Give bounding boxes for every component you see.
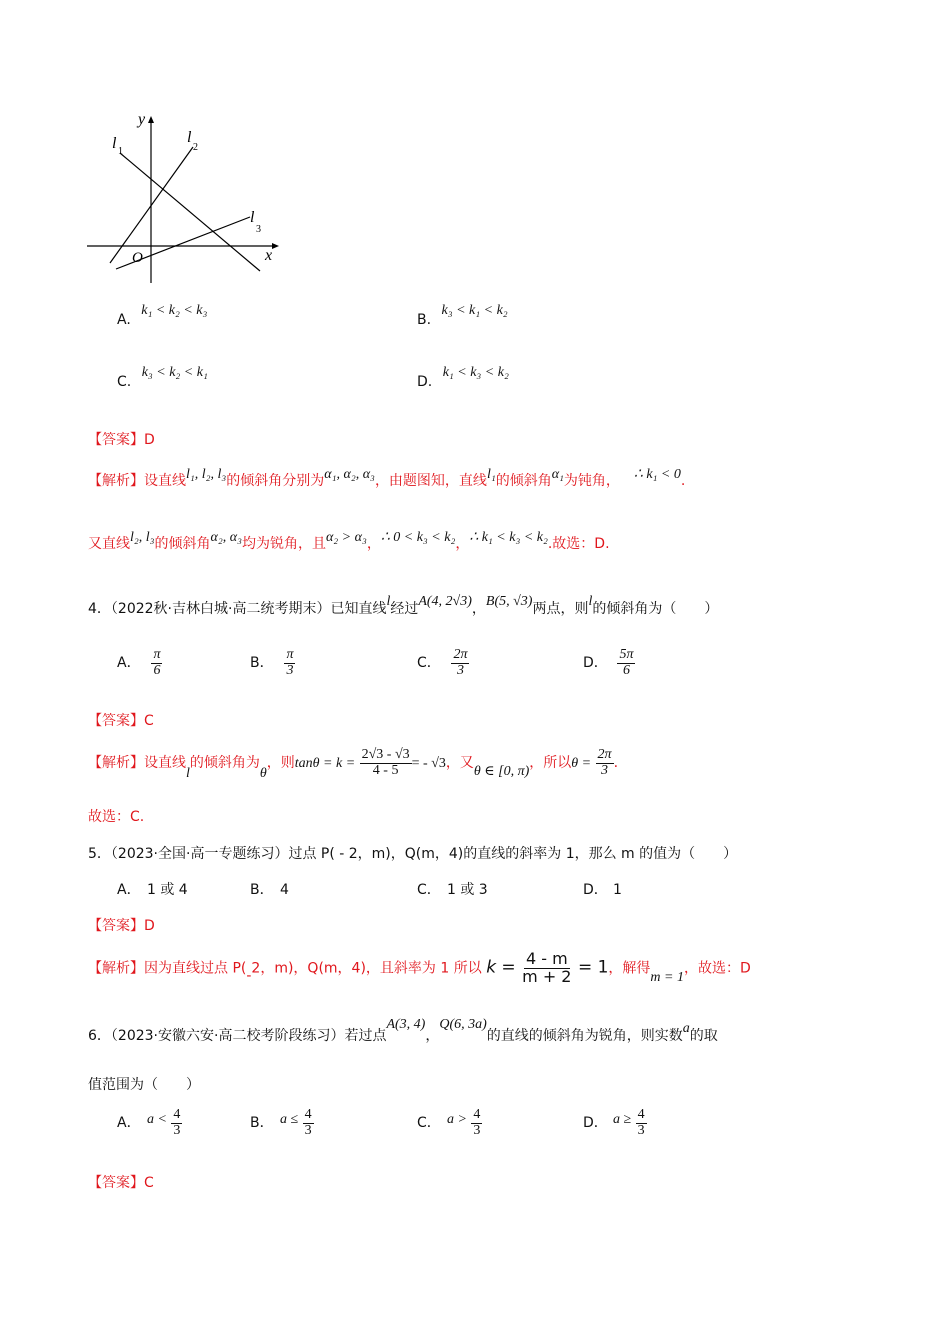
q4-option-a: A． $\frac{\pi}{6}$: [117, 647, 161, 678]
q4-stem: 4．（2022秋·吉林白城·高二统考期末）已知直线l经过A(4, 2√3)，B(5, √3)两点，则l的倾斜角为（ ）: [88, 594, 719, 617]
q3-option-b: B. k₃ < k₁ < k₂: [417, 303, 508, 328]
q6-option-d: D． a ≥ $\frac{4}{3}$: [583, 1107, 645, 1138]
origin-label: O: [132, 250, 143, 266]
q5-answer: 【答案】D: [88, 918, 155, 934]
q4-answer: 【答案】C: [88, 713, 154, 729]
q5-option-a: A． 1 或 4: [117, 882, 188, 898]
q3-option-c: C. k₃ < k₂ < k₁: [117, 365, 208, 390]
y-axis-arrow: [148, 116, 154, 123]
q5-option-b: B． 4: [250, 882, 289, 898]
l3-sub: 3: [256, 224, 261, 235]
y-axis-label: y: [138, 111, 146, 128]
q5-option-c: C． 1 或 3: [417, 882, 488, 898]
l1-sub: 1: [118, 146, 123, 157]
q3-option-d: D. k₁ < k₃ < k₂: [417, 365, 509, 390]
fraction: $\frac{\pi}{3}$: [286, 647, 294, 678]
q5-option-d: D． 1: [583, 882, 622, 898]
fraction: $\frac{2√3 - √3}{4 - 5}$: [361, 747, 410, 778]
q6-option-c: C． a > $\frac{4}{3}$: [417, 1107, 481, 1138]
q4-analysis-line2: 故选：C.: [88, 809, 145, 825]
fraction: $\frac{4}{3}$: [637, 1107, 645, 1138]
q3-analysis-line2: 又直线l₂, l₃的倾斜角α₂, α₃均为锐角，且α₂ > α₃，∴ 0 < k₃ < k₂，∴ k₁ < k₃ < k₂.故选：D.: [88, 530, 610, 552]
q5-analysis: 【解析】因为直线过点 P(-2，m)，Q(m，4)，且斜率为 1 所以 k = $\frac{4 - m}{m + 2}$ = 1，解得m = 1，故选：D: [88, 949, 751, 986]
q4-option-b: B． $\frac{\pi}{3}$: [250, 647, 294, 678]
fraction: $\frac{\pi}{6}$: [153, 647, 161, 678]
q6-option-a: A． a < $\frac{4}{3}$: [117, 1107, 181, 1138]
x-axis-arrow: [272, 243, 279, 249]
q5-stem: 5．（2023·全国·高一专题练习）过点 P( - 2，m)，Q(m，4)的直线的斜率为 1，那么 m 的值为（ ）: [88, 846, 738, 862]
fraction: $\frac{4 - m}{m + 2}$: [522, 949, 572, 986]
q6-option-b: B． a ≤ $\frac{4}{3}$: [250, 1107, 312, 1138]
fraction: $\frac{4}{3}$: [173, 1107, 181, 1138]
fraction: $\frac{5\pi}{6}$: [619, 647, 634, 678]
fraction: $\frac{4}{3}$: [473, 1107, 481, 1138]
fraction: $\frac{2\pi}{3}$: [597, 747, 612, 778]
q3-analysis-line1: 【解析】设直线l₁, l₂, l₃的倾斜角分别为α₁, α₂, α₃，由题图知，直线l₁的倾斜角α₁为钝角， ∴ k₁ < 0.: [88, 467, 686, 489]
l1-label: l: [112, 135, 117, 152]
l3-label: l: [250, 209, 255, 226]
q6-answer: 【答案】C: [88, 1175, 154, 1191]
l2-label: l: [187, 129, 192, 146]
slope-figure: [80, 105, 290, 285]
q4-analysis-line1: 【解析】设直线l的倾斜角为θ，则tanθ = k = $\frac{2√3 - √3}{4 - 5}$ = - √3，又θ ∈ [0, π)，所以θ = $\frac{2\pi}{3}$ .: [88, 747, 619, 782]
q3-answer: 【答案】D: [88, 432, 155, 448]
q4-option-d: D． $\frac{5\pi}{6}$: [583, 647, 634, 678]
fraction: $\frac{4}{3}$: [304, 1107, 312, 1138]
q3-option-a: A. k₁ < k₂ < k₃: [117, 303, 208, 328]
q4-option-c: C． $\frac{2\pi}{3}$: [417, 647, 468, 678]
fraction: $\frac{2\pi}{3}$: [453, 647, 468, 678]
x-axis-label: x: [265, 247, 273, 264]
l2-sub: 2: [193, 142, 198, 153]
q6-stem-line1: 6．（2023·安徽六安·高二校考阶段练习）若过点A(3, 4)，Q(6, 3a)的直线的倾斜角为锐角，则实数a的取: [88, 1017, 718, 1044]
q6-stem-line2: 值范围为（ ）: [88, 1077, 200, 1093]
